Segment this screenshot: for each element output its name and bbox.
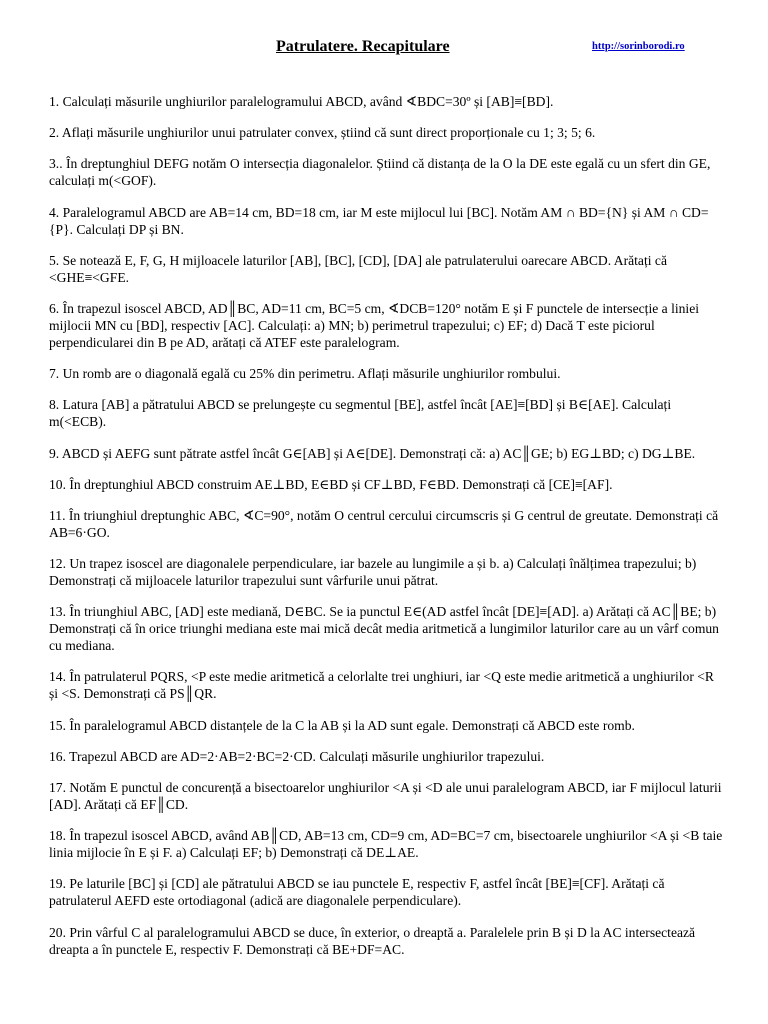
problem-item: 1. Calculați măsurile unghiurilor paralelogramului ABCD, având ∢BDC=30º și [AB]≡[BD]. xyxy=(49,94,554,109)
problem-item: 15. În paralelogramul ABCD distanțele de la C la AB și la AD sunt egale. Demonstrați că ABCD este romb. xyxy=(49,717,635,733)
problem-item: 5. Se notează E, F, G, H mijloacele laturilor [AB], [BC], [CD], [DA] ale patrulaterului oarecare ABCD. Arătați că <GHE≡<GFE. xyxy=(49,252,667,285)
problem-item: 7. Un romb are o diagonală egală cu 25% din perimetru. Aflați măsurile unghiurilor rombului. xyxy=(49,366,561,382)
problem-item: 11. În triunghiul dreptunghic ABC, ∢C=90°, notăm O centrul cercului circumscris și G centrul de greutate. Demonstrați că AB=6·GO. xyxy=(49,507,719,540)
problem-item: 18. În trapezul isoscel ABCD, având AB║CD, AB=13 cm, CD=9 cm, AD=BC=7 cm, bisectoarele unghiurilor <A și <B taie linia mijlocie în E și F. a) Calculați EF; b) Demonstrați că DE⊥AE. xyxy=(49,828,723,861)
problem-item: 13. În triunghiul ABC, [AD] este mediană, D∈BC. Se ia punctul E∈(AD astfel încât [DE]≡[AD]. a) Arătați că AC║BE; b) Demonstrați că în orice triunghi mediana este mai mică decât media aritmetică a lungimilor laturilor care au un vârf comun cu mediana. xyxy=(49,604,719,654)
problem-item: 3.. În dreptunghiul DEFG notăm O intersecția diagonalelor. Știind că distanța de la O la DE este egală cu un sfert din GE, calculați m(<GOF). xyxy=(49,156,711,189)
problem-item: 20. Prin vârful C al paralelogramului ABCD se duce, în exterior, o dreaptă a. Paralelele prin B și D la AC intersectează dreapta a în punctele E, respectiv F. Demonstrați că BE+DF=AC. xyxy=(49,924,696,957)
problem-item: 16. Trapezul ABCD are AD=2·AB=2·BC=2·CD. Calculați măsurile unghiurilor trapezului. xyxy=(49,748,545,764)
problem-item: 12. Un trapez isoscel are diagonalele perpendiculare, iar bazele au lungimile a și b. a) Calculați înălțimea trapezului; b) Demonstrați că mijloacele laturilor trapezului sunt vârfurile unui pătrat. xyxy=(49,556,697,589)
problem-item: 9. ABCD și AEFG sunt pătrate astfel încât G∈[AB] și A∈[DE]. Demonstrați că: a) AC║GE; b) EG⊥BD; c) DG⊥BE. xyxy=(49,445,696,461)
problem-item: 14. În patrulaterul PQRS, <P este medie aritmetică a celorlalte trei unghiuri, iar <Q este medie aritmetică a unghiurilor <R și <S. Demonstrați că PS║QR. xyxy=(49,669,714,702)
page-header xyxy=(0,38,768,62)
problem-item: 17. Notăm E punctul de concurență a bisectoarelor unghiurilor <A și <D ale unui paralelogram ABCD, iar F mijlocul laturii [AD]. Arătați că EF║CD. xyxy=(49,780,722,812)
site-link[interactable]: http://sorinborodi.ro xyxy=(592,41,685,52)
problem-item: 6. În trapezul isoscel ABCD, AD║BC, AD=11 cm, BC=5 cm, ∢DCB=120° notăm E și F punctele de intersecție a liniei mijlocii MN cu [BD], respectiv [AC]. Calculați: a) MN; b) perimetrul trapezului; c) EF; d) Dacă T este piciorul perpendicularei din B pe AD, arătați că ATEF este paralelogram. xyxy=(49,300,700,350)
problem-list xyxy=(49,93,723,958)
problem-item: 2. Aflați măsurile unghiurilor unui patrulater convex, știind că sunt direct proporționale cu 1; 3; 5; 6. xyxy=(49,125,596,141)
problem-item: 4. Paralelogramul ABCD are AB=14 cm, BD=18 cm, iar M este mijlocul lui [BC]. Notăm AM ∩ BD={N} și AM ∩ CD={P}. Calculați DP și BN. xyxy=(49,204,709,237)
problem-item: 10. În dreptunghiul ABCD construim AE⊥BD, E∈BD și CF⊥BD, F∈BD. Demonstrați că [CE]≡[AF]. xyxy=(49,476,613,492)
problem-item: 19. Pe laturile [BC] și [CD] ale pătratului ABCD se iau punctele E, respectiv F, astfel încât [BE]≡[CF]. Arătați că patrulaterul AEFD este ortodiagonal (adică are diagonalele perpendiculare). xyxy=(49,876,665,909)
problem-item: 8. Latura [AB] a pătratului ABCD se prelungește cu segmentul [BE], astfel încât [AE]≡[BD] și B∈[AE]. Calculați m(<ECB). xyxy=(49,397,672,430)
page-title: Patrulatere. Recapitulare xyxy=(276,38,450,55)
